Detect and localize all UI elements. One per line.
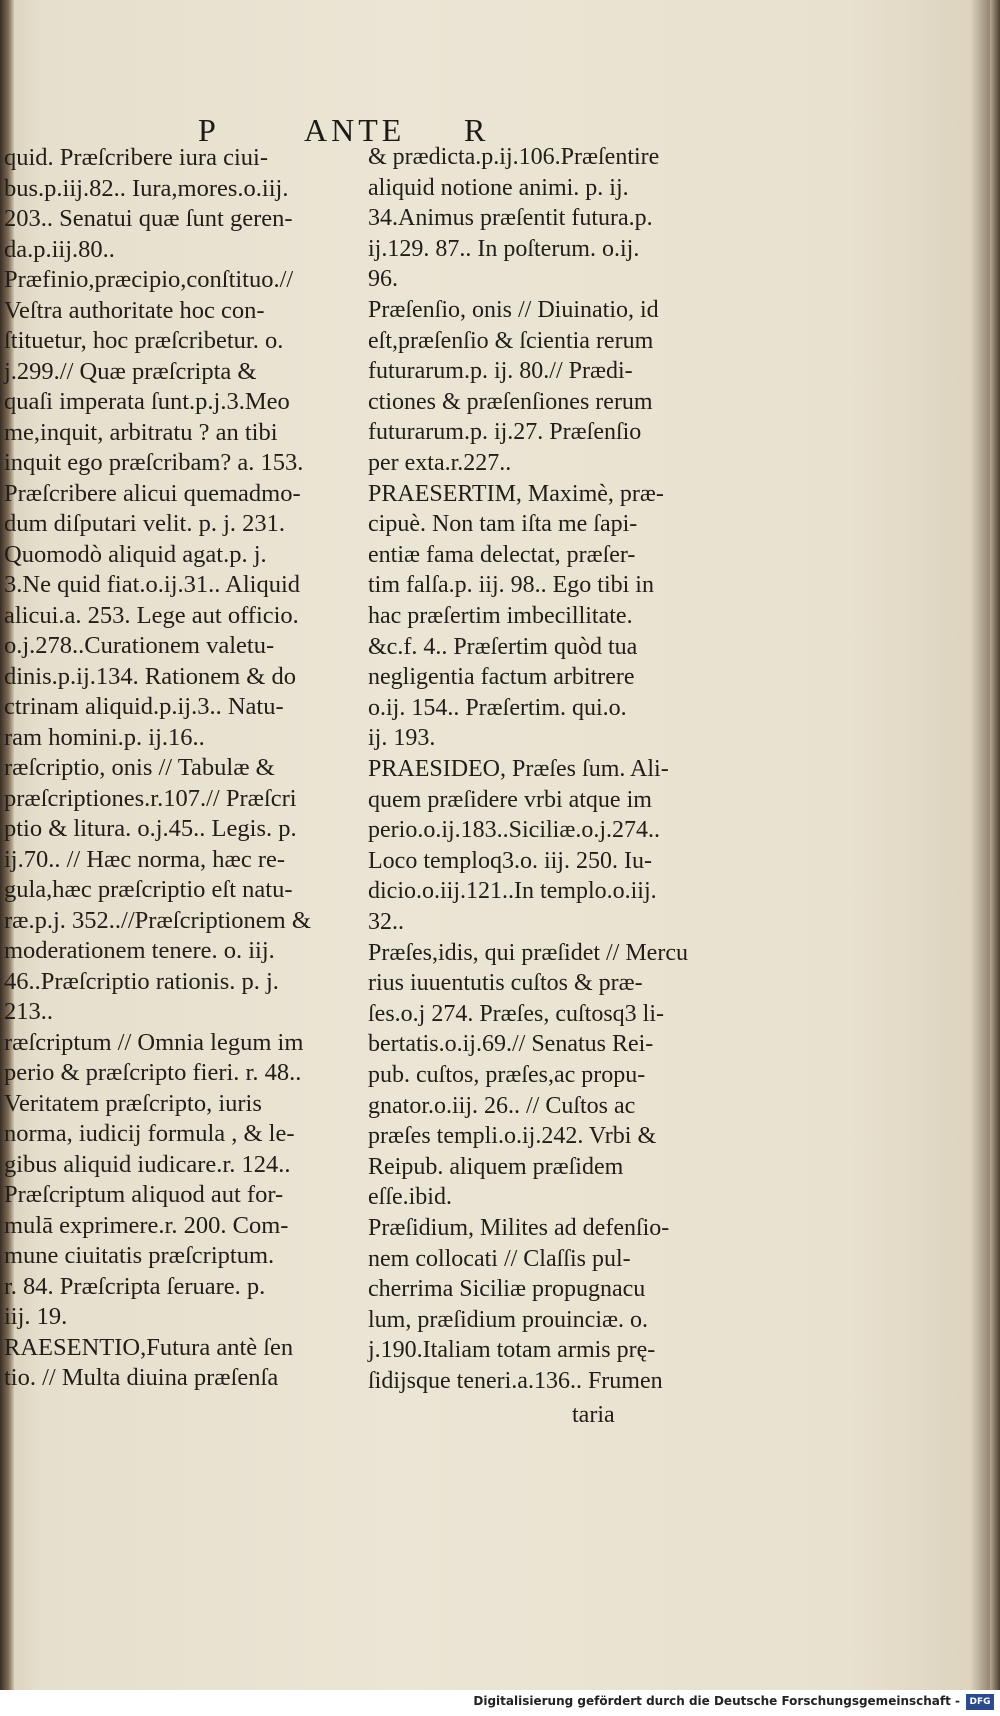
- text-line: 34.Animus præſentit futura.p.: [368, 205, 653, 232]
- text-line: ræ.p.j. 352..//Præſcriptionem &: [4, 906, 311, 934]
- text-line: ij.70.. // Hæc norma, hæc re-: [4, 845, 286, 873]
- text-line: dicio.o.iij.121..In templo.o.iij.: [368, 878, 657, 905]
- text-line: aliquid notione animi. p. ij.: [368, 174, 629, 201]
- text-line: moderationem tenere. o. iij.: [4, 937, 275, 964]
- text-line: præſcriptiones.r.107.// Præſcri: [4, 784, 297, 812]
- text-line: futurarum.p. ij. 80.// Prædi-: [368, 358, 633, 385]
- text-line: entiæ fama delectat, præſer-: [368, 541, 636, 568]
- text-line: quem præſidere vrbi atque im: [368, 786, 652, 813]
- text-line: iij. 19.: [4, 1303, 68, 1330]
- text-line: dinis.p.ij.134. Rationem & do: [4, 662, 296, 690]
- text-line: gibus aliquid iudicare.r. 124..: [4, 1150, 291, 1178]
- text-line: j.299.// Quæ præſcripta &: [4, 357, 257, 385]
- text-line: alicui.a. 253. Lege aut officio.: [4, 601, 299, 629]
- text-line: 46..Præſcriptio rationis. p. j.: [4, 967, 279, 995]
- text-line: 203.. Senatui quæ ſunt geren-: [4, 205, 293, 232]
- text-line: ctrinam aliquid.p.ij.3.. Natu-: [4, 693, 284, 720]
- text-line: o.ij. 154.. Præſertim. qui.o.: [368, 694, 627, 721]
- text-line: ræſcriptio, onis // Tabulæ &: [4, 754, 275, 781]
- digitization-footer: [0, 1690, 1000, 1716]
- text-line: Præſidium, Milites ad defenſio-: [368, 1215, 670, 1241]
- text-line: o.j.278..Curationem valetu-: [4, 632, 275, 659]
- text-line: ctiones & præſenſiones rerum: [368, 388, 653, 415]
- text-line: Veritatem præſcripto, iuris: [4, 1089, 262, 1117]
- text-line: Loco temploq3.o. iij. 250. Iu-: [368, 847, 652, 874]
- text-line: r. 84. Præſcripta ſeruare. p.: [4, 1272, 266, 1300]
- text-line: & prædicta.p.ij.106.Præſentire: [368, 144, 660, 170]
- text-line: hac præſertim imbecillitate.: [368, 603, 633, 629]
- text-line: gula,hæc præſcriptio eſt natu-: [4, 876, 293, 903]
- text-line: futurarum.p. ij.27. Præſenſio: [368, 419, 642, 446]
- text-line: per exta.r.227..: [368, 450, 512, 476]
- text-line: ræſcriptum // Omnia legum im: [4, 1028, 304, 1056]
- page-edge: [990, 0, 1000, 1690]
- text-line: j.190.Italiam totam armis prę-: [368, 1337, 656, 1364]
- text-line: ſidijsque teneri.a.136.. Frumen: [368, 1368, 663, 1394]
- text-line: da.p.iij.80..: [4, 235, 115, 263]
- text-line: Præſcriptum aliquod aut for-: [4, 1181, 284, 1208]
- text-line: 213..: [4, 998, 53, 1025]
- dfg-logo-icon: DFG: [966, 1694, 994, 1710]
- text-line: 32..: [368, 909, 404, 935]
- text-line: ram homini.p. ij.16..: [4, 723, 205, 751]
- running-head-center: ANTE: [304, 112, 406, 148]
- catchword: taria: [572, 1402, 615, 1428]
- text-line: inquit ego præſcribam? a. 153.: [4, 449, 304, 476]
- funding-notice: Digitalisierung gefördert durch die Deutsche Forschungsgemeinschaft -: [473, 1694, 960, 1708]
- text-line: perio.o.ij.183..Siciliæ.o.j.274..: [368, 817, 660, 844]
- text-line: negligentia factum arbitrere: [368, 664, 635, 691]
- text-line: ſtituetur, hoc præſcribetur. o.: [4, 327, 284, 354]
- text-line: pub. cuſtos, præſes,ac propu-: [368, 1062, 646, 1088]
- text-line: me,inquit, arbitratu ? an tibi: [4, 418, 278, 446]
- text-line: præſes templi.o.ij.242. Vrbi &: [368, 1123, 657, 1150]
- text-line: mune ciuitatis præſcriptum.: [4, 1242, 275, 1269]
- text-line: tio. // Multa diuina præſenſa: [4, 1364, 279, 1391]
- text-line: Præfinio,præcipio,conſtituo.//: [4, 266, 294, 293]
- text-line: Præſenſio, onis // Diuinatio, id: [368, 297, 659, 323]
- text-line: 96.: [368, 266, 398, 293]
- text-line: PRAESIDEO, Præſes ſum. Ali-: [368, 756, 669, 782]
- text-line: &c.f. 4.. Præſertim quòd tua: [368, 633, 638, 660]
- text-line: norma, iudicij formula , & le-: [4, 1120, 295, 1147]
- text-line: tim falſa.p. iij. 98.. Ego tibi in: [368, 572, 654, 599]
- text-line: bus.p.iij.82.. Iura,mores.o.iij.: [4, 174, 289, 202]
- text-line: eſt,præſenſio & ſcientia rerum: [368, 327, 654, 354]
- text-line: cherrima Siciliæ propugnacu: [368, 1276, 646, 1303]
- text-line: quid. Præſcribere iura ciui-: [4, 144, 268, 171]
- text-line: Præſes,idis, qui præſidet // Mercu: [368, 939, 688, 966]
- text-line: mulā exprimere.r. 200. Com-: [4, 1211, 289, 1239]
- text-line: lum, præſidium prouinciæ. o.: [368, 1306, 648, 1333]
- text-line: ſes.o.j 274. Præſes, cuſtosq3 li-: [368, 1000, 664, 1027]
- text-line: ij.129. 87.. In poſterum. o.ij.: [368, 235, 640, 262]
- text-line: Quomodò aliquid agat.p. j.: [4, 540, 267, 568]
- text-line: Reipub. aliquem præſidem: [368, 1153, 624, 1180]
- text-line: rius iuuentutis cuſtos & præ-: [368, 970, 643, 997]
- text-line: Veſtra authoritate hoc con-: [4, 296, 265, 324]
- text-line: PRAESERTIM, Maximè, præ-: [368, 480, 664, 507]
- running-head-right: R: [464, 112, 490, 148]
- text-line: perio & præſcripto fieri. r. 48..: [4, 1059, 302, 1086]
- text-line: gnator.o.iij. 26.. // Cuſtos ac: [368, 1092, 636, 1119]
- text-line: RAESENTIO,Futura antè ſen: [4, 1333, 294, 1361]
- text-line: eſſe.ibid.: [368, 1184, 452, 1211]
- text-line: 3.Ne quid fiat.o.ij.31.. Aliquid: [4, 571, 301, 598]
- text-line: ij. 193.: [368, 725, 436, 752]
- text-line: bertatis.o.ij.69.// Senatus Rei-: [368, 1031, 654, 1058]
- text-line: Præſcribere alicui quemadmo-: [4, 479, 301, 507]
- text-line: quaſi imperata ſunt.p.j.3.Meo: [4, 388, 290, 415]
- text-line: ptio & litura. o.j.45.. Legis. p.: [4, 815, 297, 842]
- text-line: dum diſputari velit. p. j. 231.: [4, 510, 286, 537]
- text-line: cipuè. Non tam iſta me ſapi-: [368, 511, 638, 538]
- running-head-left: P: [198, 112, 220, 148]
- text-line: nem collocati // Claſſis pul-: [368, 1245, 631, 1272]
